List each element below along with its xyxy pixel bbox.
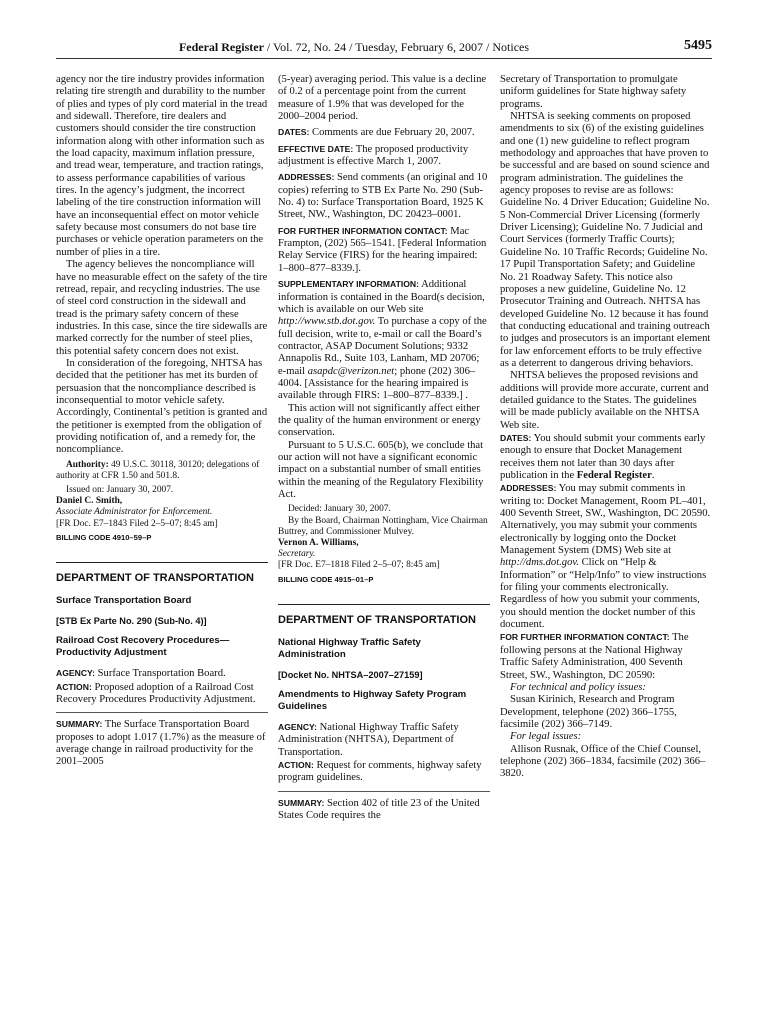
addresses: ADDRESSES: You may submit comments in writing to: Docket Management, Room PL–401, 400 Seventh Street, SW., Washington, DC 20590. Alternatively, you may submit your comments electronically by logging onto the Docket Management System (DMS) Web site at http://dms.dot.gov. Click on “Help & Information” or “Help/Info” to view instructions for filing your comments electronically. Regardless of how you submit your comments, you should mention the docket number of this document. xyxy=(500,483,711,631)
contact: FOR FURTHER INFORMATION CONTACT: Mac Frampton, (202) 565–1541. [Federal Information Relay Service (FIRS) for the hearing impaired: 1–800–877–8339.]. xyxy=(278,225,487,274)
paragraph: (5-year) averaging period. This value is a decline of 0.2 of a percentage point from the current measure of 1.9% that was developed for the 2000–2004 period. xyxy=(278,74,487,123)
department-heading: DEPARTMENT OF TRANSPORTATION xyxy=(278,613,476,626)
billing-code: BILLING CODE 4915–01–P xyxy=(278,574,374,584)
docket-number: [Docket No. NHTSA–2007–27159] xyxy=(278,669,423,680)
action-line: ACTION: Proposed adoption of a Railroad Cost Recovery Procedures Productivity Adjustment. xyxy=(56,681,256,705)
issued-date: Issued on: January 30, 2007. xyxy=(66,485,174,496)
summary: SUMMARY: The Surface Transportation Board proposes to adopt 1.017 (1.7%) as the measure of average change in railroad productivity for the 2001–2005 xyxy=(56,719,266,768)
legal-contact: Allison Rusnak, Office of the Chief Counsel, telephone (202) 366–1834, facsimile (202) 366–3820. xyxy=(500,743,706,780)
legal-contact-label: For legal issues: xyxy=(510,731,582,743)
paragraph: NHTSA believes the proposed revisions and additions will provide more accurate, current and detailed guidance to the States. The guidelines will be made publicly available on the NHTSA Web site. xyxy=(500,370,709,431)
paragraph: agency nor the tire industry provides information relating tire strength and durability to the number of plies and types of ply cord material in the tread and sidewall. Therefore, tire dealers and customers should consider the tire construction information along with other information such as the load capacity, maximum inflation pressure, and tread wear, temperature, and traction ratings, to assess performance capabilities of various tires. In the agency’s judgment, the incorrect labeling of the tire construction information will have an inconsequential effect on motor vehicle safety because most consumers do not base tire purchases or vehicle operation parameters on the number of plies in a tire. xyxy=(56,74,268,258)
column-2 xyxy=(278,74,490,822)
website-link[interactable]: http://www.stb.dot.gov. xyxy=(278,316,376,328)
billing-code: BILLING CODE 4910–59–P xyxy=(56,532,152,542)
paragraph: Pursuant to 5 U.S.C. 605(b), we conclude that our action will not have a significant economic impact on a substantial number of small entities within the meaning of the Regulatory Flexibility Act. xyxy=(278,439,484,500)
website-link[interactable]: http://dms.dot.gov. xyxy=(500,557,579,569)
dates: DATES: Comments are due February 20, 2007. xyxy=(278,127,475,139)
column-1 xyxy=(56,74,268,769)
department-heading: DEPARTMENT OF TRANSPORTATION xyxy=(56,572,254,585)
signer-name: Vernon A. Williams, xyxy=(278,537,359,548)
page-number: 5495 xyxy=(684,38,712,53)
paragraph: In consideration of the foregoing, NHTSA has decided that the petitioner has met its burden of persuasion that the noncompliance described is inconsequential to motor vehicle safety. Accordingly, Continental’s petition is granted and the petitioner is exempted from the obligation of providing notification of, and a remedy for, the noncompliance. xyxy=(56,357,268,456)
divider xyxy=(278,604,490,605)
subject-heading: Railroad Cost Recovery Procedures—Productivity Adjustment xyxy=(56,635,230,659)
dates: DATES: You should submit your comments early enough to ensure that Docket Management receives them not later than 30 days after publication in the Federal Register. xyxy=(500,432,706,481)
page-header xyxy=(56,38,712,59)
by-board: By the Board, Chairman Nottingham, Vice Chairman Buttrey, and Commissioner Mulvey. xyxy=(278,515,488,537)
action-line: ACTION: Request for comments, highway safety program guidelines. xyxy=(278,759,482,784)
paragraph: Secretary of Transportation to promulgate uniform guidelines for State highway safety programs. xyxy=(500,74,687,110)
paragraph: This action will not significantly affect either the quality of the human environment or energy conservation. xyxy=(278,402,481,439)
column-3 xyxy=(500,74,712,781)
fr-doc: [FR Doc. E7–1818 Filed 2–5–07; 8:45 am] xyxy=(278,560,440,571)
addresses: ADDRESSES: Send comments (an original and 10 copies) referring to STB Ex Parte No. 290 (Sub-No. 4) to: Surface Transportation Board, 1925 K Street, NW., Washington, DC 20423–0001. xyxy=(278,172,488,221)
summary: SUMMARY: Section 402 of title 23 of the United States Code requires the xyxy=(278,797,480,821)
docket-number: [STB Ex Parte No. 290 (Sub-No. 4)] xyxy=(56,616,207,627)
signer-name: Daniel C. Smith, xyxy=(56,496,123,507)
signer-title: Associate Administrator for Enforcement. xyxy=(56,507,213,518)
agency-line: AGENCY: Surface Transportation Board. xyxy=(56,668,226,680)
supplementary-info: SUPPLEMENTARY INFORMATION: Additional information is contained in the Board(s decision, which is available on our Web site http://www.stb.dot.gov. To purchase a copy of the full decision, write to, e-mail or call the Board’s contractor, ASAP Document Solutions; 9332 Annapolis Rd., Suite 103, Lanham, MD 20706; e-mail asapdc@verizon.net; phone (202) 306–4004. [Assistance for the hearing impaired is available through FIRS: 1–800–877–8339.] . xyxy=(278,279,487,402)
tech-contact: Susan Kirinich, Research and Program Development, telephone (202) 366–1755, facsimile (202) 366–7149. xyxy=(500,694,677,730)
federal-register-ref: Federal Register xyxy=(576,470,652,481)
authority-label: Authority: xyxy=(66,459,109,470)
paragraph: NHTSA is seeking comments on proposed amendments to six (6) of the existing guidelines and one (1) new guideline to reflect program methodology and approaches that have proven to be successful and are based on sound science and program administration. The guidelines the agency proposes to revise are as follows: Guideline No. 4 Driver Education; Guideline No. 5 Non-Commercial Driver Licensing (formerly Driver Licensing); Guideline No. 7 Judicial and Court Services (formerly Traffic Courts); Guideline No. 10 Traffic Records; Guideline No. 17 Pupil Transportation Safety; and Guideline No. 21 Roadway Safety. This notice also proposes a new guideline, Guideline No. 12 Prosecutor Training and Outreach. NHTSA has developed Guideline No. 12 because it has found that conducting educational and training outreach to judges and prosecutors is an important element for law enforcement efforts to be truly effective as a deterrent to dangerous driving behaviors. xyxy=(500,111,711,369)
decided-date: Decided: January 30, 2007. xyxy=(288,504,391,515)
divider xyxy=(56,712,268,713)
agency-line: AGENCY: National Highway Traffic Safety Administration (NHTSA), Department of Transportation. xyxy=(278,721,459,758)
fr-doc: [FR Doc. E7–1843 Filed 2–5–07; 8:45 am] xyxy=(56,518,218,529)
tech-contact-label: For technical and policy issues: xyxy=(510,681,646,693)
issue-info: / Vol. 72, No. 24 / Tuesday, February 6, 2007 / Notices xyxy=(263,40,530,54)
email-link[interactable]: asapdc@verizon.net xyxy=(307,365,395,377)
authority: Authority: 49 U.S.C. 30118, 30120; delegations of authority at CFR 1.50 and 501.8. xyxy=(56,459,260,481)
signer-title: Secretary. xyxy=(278,549,316,560)
journal-title: Federal Register xyxy=(178,40,264,54)
agency-heading: Surface Transportation Board xyxy=(56,595,192,607)
contact: FOR FURTHER INFORMATION CONTACT: The following persons at the National Highway Traffic Safety Administration, 400 Seventh Street, SW., Washington, DC 20590: xyxy=(500,632,689,681)
effective-date: EFFECTIVE DATE: The proposed productivity adjustment is effective March 1, 2007. xyxy=(278,143,469,168)
agency-heading: National Highway Traffic Safety Administration xyxy=(278,636,421,660)
running-head xyxy=(56,40,652,55)
divider xyxy=(278,791,490,792)
divider xyxy=(56,562,268,563)
paragraph: The agency believes the noncompliance will have no measurable effect on the safety of the tire retread, repair, and recycling industries. The use of steel cord construction in the sidewall and tread is the primary safety concern of these industries. In this case, since the tire sidewalls are marked correctly for the number of steel plies, this potential safety concern does not exist. xyxy=(56,259,268,357)
subject-heading: Amendments to Highway Safety Program Guidelines xyxy=(278,688,467,712)
